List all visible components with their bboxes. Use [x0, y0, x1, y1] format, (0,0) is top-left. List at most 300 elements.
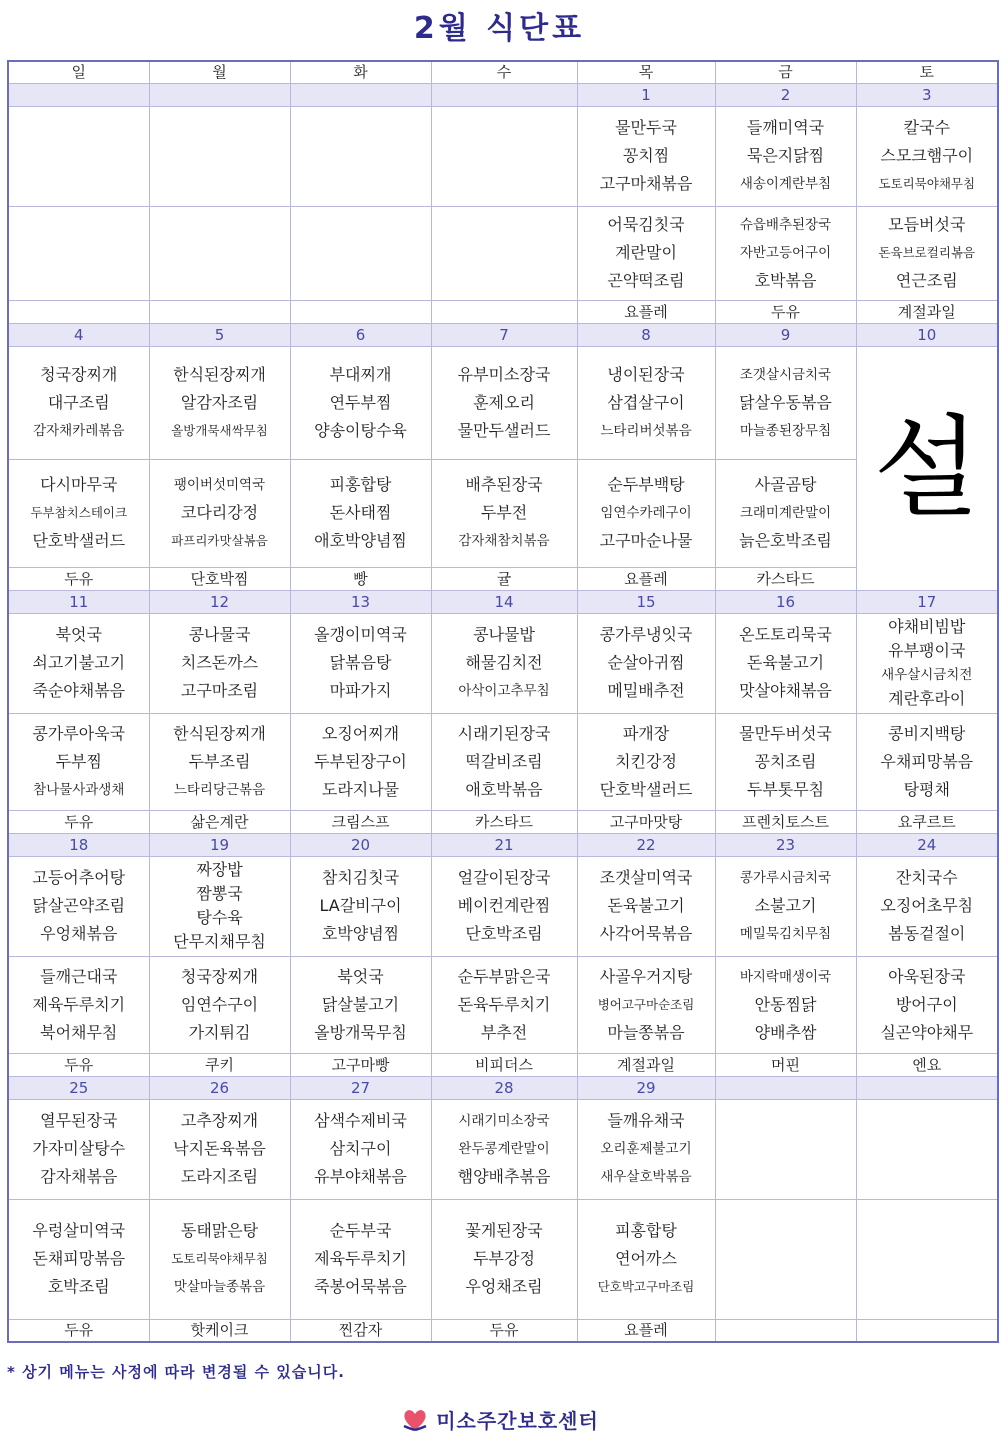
lunch-cell	[149, 106, 290, 206]
menu-item: 사각어묵볶음	[599, 924, 693, 943]
dinner-cell	[290, 713, 431, 810]
dinner-cell	[577, 713, 715, 810]
menu-item: 동태맑은탕	[180, 1221, 259, 1240]
lunch-cell	[8, 856, 149, 956]
day-name: 일	[8, 61, 149, 83]
date-cell: 3	[856, 83, 998, 106]
menu-item: 도토리묵야채무침	[878, 176, 976, 191]
menu-item: 닭볶음탕	[329, 653, 392, 672]
lunch-cell	[290, 613, 431, 713]
menu-item: 콩가루시금치국	[739, 870, 832, 886]
snack-cell: 두유	[8, 567, 149, 590]
menu-item: 병어고구마순조림	[597, 996, 695, 1012]
lunch-row	[8, 613, 998, 713]
lunch-cell	[8, 613, 149, 713]
lunch-cell	[577, 856, 715, 956]
menu-item: 참나물사과생채	[33, 781, 125, 798]
menu-item: 제육두루치기	[32, 994, 126, 1014]
dinner-cell	[715, 206, 856, 300]
snack-cell: 두유	[8, 1053, 149, 1076]
snack-cell: 쿠키	[149, 1053, 290, 1076]
menu-item: 새우살시금치전	[881, 667, 973, 683]
menu-item: 피홍합탕	[329, 475, 392, 494]
menu-item: 죽봉어묵볶음	[314, 1277, 407, 1296]
menu-item: 코다리강정	[180, 503, 259, 522]
menu-item: 임연수구이	[180, 994, 259, 1014]
menu-item: 콩나물밥	[473, 625, 535, 644]
date-row	[8, 83, 998, 106]
date-cell: 24	[856, 833, 998, 856]
menu-item: 도토리묵야채무침	[171, 1251, 268, 1266]
dinner-cell	[149, 956, 290, 1053]
lunch-cell	[856, 856, 998, 956]
menu-item: 팽이버섯미역국	[173, 477, 266, 493]
snack-cell	[431, 300, 577, 323]
lunch-cell	[149, 346, 290, 459]
menu-item: 도라지나물	[321, 779, 400, 799]
snack-cell: 비피더스	[431, 1053, 577, 1076]
menu-item: 북엇국	[55, 625, 102, 644]
menu-item: 어묵김칫국	[607, 215, 685, 234]
dinner-cell	[149, 459, 290, 567]
menu-item: 부대찌개	[329, 364, 392, 384]
menu-item: 돈사태찜	[329, 503, 392, 522]
menu-item: 맛살마늘종볶음	[173, 1279, 266, 1295]
lunch-row	[8, 1099, 998, 1199]
menu-item: 대구조림	[47, 392, 110, 412]
lunch-cell	[290, 106, 431, 206]
snack-row	[8, 300, 998, 323]
menu-item: 단호박조림	[465, 924, 543, 943]
date-cell	[149, 83, 290, 106]
menu-item: 순두부국	[329, 1221, 392, 1240]
date-cell: 14	[431, 590, 577, 613]
lunch-cell	[431, 613, 577, 713]
snack-cell	[149, 300, 290, 323]
dinner-cell	[856, 713, 998, 810]
date-cell	[715, 1076, 856, 1099]
menu-item: 꽁치찜	[622, 146, 670, 165]
lunch-cell	[431, 106, 577, 206]
day-name: 목	[577, 61, 715, 83]
lunch-cell	[149, 613, 290, 713]
menu-item: 메밀배추전	[607, 681, 685, 700]
lunch-cell	[715, 613, 856, 713]
dinner-cell	[8, 713, 149, 810]
menu-item: 모듬버섯국	[888, 215, 966, 234]
date-cell: 29	[577, 1076, 715, 1099]
menu-item: 삼치구이	[329, 1139, 392, 1158]
menu-item: 묵은지닭찜	[746, 146, 825, 165]
menu-item: 북어채무침	[40, 1022, 118, 1042]
menu-item: 양배추쌈	[754, 1022, 817, 1042]
dinner-cell	[149, 713, 290, 810]
menu-item: 사골곰탕	[754, 475, 817, 494]
menu-item: 봄동겉절이	[888, 924, 966, 943]
menu-item: 조갯살시금치국	[739, 366, 832, 383]
menu-item: 두부전	[480, 503, 528, 522]
menu-item: 탕평채	[903, 779, 950, 799]
menu-item: 우엉채볶음	[40, 924, 118, 943]
snack-cell	[290, 300, 431, 323]
menu-item: 오리훈제불고기	[600, 1141, 692, 1157]
menu-item: 단호박고구마조림	[597, 1279, 695, 1294]
menu-item: 올갱이미역국	[314, 625, 407, 644]
dinner-cell	[8, 459, 149, 567]
date-cell: 7	[431, 323, 577, 346]
snack-cell: 단호박찜	[149, 567, 290, 590]
snack-cell	[856, 1319, 998, 1342]
dinner-cell	[431, 956, 577, 1053]
menu-item: 제육두루치기	[314, 1249, 407, 1268]
lunch-cell	[431, 346, 577, 459]
menu-item: 북엇국	[337, 966, 384, 986]
menu-item: 물만두샐러드	[457, 420, 551, 440]
snack-cell	[8, 300, 149, 323]
snack-cell: 카스타드	[715, 567, 856, 590]
snack-cell: 크림스프	[290, 810, 431, 833]
snack-row	[8, 567, 998, 590]
lunch-cell	[856, 106, 998, 206]
menu-item: 새송이계란부침	[739, 176, 832, 192]
dinner-cell	[431, 1199, 577, 1319]
menu-item: 새우살호박볶음	[600, 1169, 692, 1185]
date-cell: 18	[8, 833, 149, 856]
menu-item: 치즈돈까스	[180, 653, 259, 672]
menu-item: 닭살곤약조림	[32, 896, 126, 915]
lunch-cell	[431, 1099, 577, 1199]
menu-item: 계란말이	[615, 243, 677, 262]
menu-item: 오징어찌개	[321, 723, 400, 743]
menu-item: 아삭이고추무침	[458, 683, 550, 699]
snack-cell: 고구마맛탕	[577, 810, 715, 833]
menu-item: 얼갈이된장국	[457, 868, 551, 887]
date-cell: 19	[149, 833, 290, 856]
snack-cell: 요쿠르트	[856, 810, 998, 833]
lunch-cell	[577, 106, 715, 206]
date-cell: 13	[290, 590, 431, 613]
page-title: 2월 식단표	[413, 11, 586, 46]
date-row	[8, 323, 998, 346]
dinner-cell	[715, 1199, 856, 1319]
menu-item: 파개장	[622, 723, 670, 743]
menu-item: 칼국수	[903, 118, 950, 137]
snack-cell: 삶은계란	[149, 810, 290, 833]
lunch-cell	[290, 856, 431, 956]
snack-cell: 계절과일	[577, 1053, 715, 1076]
lunch-cell	[290, 1099, 431, 1199]
lunch-cell	[715, 856, 856, 956]
snack-cell: 계절과일	[856, 300, 998, 323]
menu-item: 호박조림	[47, 1277, 110, 1296]
menu-item: 해물김치전	[465, 653, 543, 672]
menu-item: 청국장찌개	[180, 966, 259, 986]
menu-item: 짜장밥	[196, 860, 243, 879]
day-names-row	[8, 61, 998, 83]
menu-item: 단호박샐러드	[32, 531, 126, 550]
menu-item: 콩가루아욱국	[32, 723, 126, 743]
dinner-cell	[715, 956, 856, 1053]
dinner-cell	[149, 1199, 290, 1319]
menu-item: 물만두버섯국	[739, 723, 832, 743]
date-cell: 6	[290, 323, 431, 346]
logo-text: 미소주간보호센터	[436, 1408, 599, 1433]
menu-item: 고구마조림	[180, 681, 259, 700]
menu-item: 올방개묵새싹무침	[171, 422, 268, 438]
menu-item: 단호박샐러드	[599, 779, 693, 799]
dinner-row	[8, 956, 998, 1053]
day-name: 수	[431, 61, 577, 83]
snack-cell: 두유	[8, 1319, 149, 1342]
menu-item: 가자미살탕수	[32, 1139, 126, 1158]
menu-item: 두부참치스테이크	[30, 505, 128, 520]
menu-item: 꽃게된장국	[465, 1221, 543, 1240]
dinner-cell	[8, 956, 149, 1053]
lunch-cell	[715, 346, 856, 459]
menu-item: 두부된장구이	[314, 751, 407, 771]
menu-item: 오징어초무침	[880, 896, 974, 915]
menu-item: 청국장찌개	[40, 364, 118, 384]
menu-item: 참치김칫국	[321, 868, 400, 887]
day-name: 금	[715, 61, 856, 83]
menu-item: 훈제오리	[473, 392, 535, 412]
date-cell	[856, 1076, 998, 1099]
menu-item: 감자채참치볶음	[458, 533, 550, 549]
menu-item: 고등어추어탕	[32, 868, 126, 887]
dinner-row	[8, 1199, 998, 1319]
snack-cell: 고구마빵	[290, 1053, 431, 1076]
date-row	[8, 833, 998, 856]
menu-item: 파프리카맛살볶음	[171, 533, 268, 548]
holiday-cell	[856, 346, 998, 590]
menu-item: 방어구이	[895, 994, 958, 1014]
dinner-cell	[856, 956, 998, 1053]
menu-item: 크래미계란말이	[739, 505, 832, 521]
menu-item: 고추장찌개	[180, 1111, 259, 1130]
menu-item: 햄양배추볶음	[457, 1167, 551, 1186]
dinner-cell	[431, 713, 577, 810]
snack-cell	[715, 1319, 856, 1342]
center-logo	[0, 1404, 999, 1438]
dinner-cell	[577, 1199, 715, 1319]
menu-item: 돈육브로컬리볶음	[878, 245, 976, 260]
menu-item: 콩비지백탕	[888, 723, 966, 743]
dinner-cell	[431, 206, 577, 300]
menu-item: 다시마무국	[40, 475, 118, 494]
lunch-cell	[8, 346, 149, 459]
menu-item: 자반고등어구이	[739, 245, 832, 261]
date-cell: 17	[856, 590, 998, 613]
menu-item: 두부찜	[55, 751, 102, 771]
menu-item: 연근조림	[895, 271, 958, 290]
dinner-cell	[290, 1199, 431, 1319]
dinner-cell	[856, 206, 998, 300]
date-cell: 26	[149, 1076, 290, 1099]
menu-item: 곤약떡조림	[607, 271, 685, 290]
menu-item: 조갯살미역국	[599, 868, 693, 887]
lunch-row	[8, 346, 998, 459]
snack-cell: 요플레	[577, 567, 715, 590]
lunch-cell	[715, 106, 856, 206]
menu-item: 한식된장찌개	[173, 364, 266, 384]
menu-item: 완두콩계란말이	[458, 1141, 550, 1157]
snack-cell: 두유	[715, 300, 856, 323]
menu-item: 열무된장국	[40, 1111, 118, 1130]
date-row	[8, 1076, 998, 1099]
lunch-row	[8, 856, 998, 956]
menu-item: 닭살불고기	[321, 994, 400, 1014]
menu-item: 유부야채볶음	[314, 1167, 407, 1186]
menu-item: 애호박볶음	[465, 779, 543, 799]
snack-cell: 두유	[431, 1319, 577, 1342]
lunch-cell	[856, 1099, 998, 1199]
menu-item: 들깨근대국	[40, 966, 118, 986]
holiday-label: 설	[873, 404, 980, 532]
menu-item: 호박볶음	[754, 271, 817, 290]
menu-item: 꽁치조림	[754, 751, 817, 771]
dinner-cell	[577, 459, 715, 567]
menu-item: 베이컨계란찜	[457, 896, 551, 915]
menu-item: 냉이된장국	[607, 364, 685, 384]
menu-item: 마늘쫑볶음	[607, 1022, 685, 1042]
menu-item: 들깨미역국	[746, 118, 825, 137]
date-cell: 16	[715, 590, 856, 613]
dinner-row	[8, 459, 998, 567]
menu-item: 임연수카레구이	[600, 505, 692, 521]
date-cell	[431, 83, 577, 106]
menu-item: 우렁살미역국	[32, 1221, 126, 1240]
menu-item: 느타리당근볶음	[173, 781, 266, 798]
menu-item: 낙지돈육볶음	[173, 1139, 266, 1158]
snack-row	[8, 1053, 998, 1076]
menu-item: 알감자조림	[180, 392, 259, 412]
menu-item: 스모크햄구이	[880, 146, 974, 165]
menu-item: 시래기된장국	[457, 723, 551, 743]
snack-cell: 엔요	[856, 1053, 998, 1076]
menu-item: 우엉채조림	[465, 1277, 543, 1296]
menu-item: 감자채볶음	[40, 1167, 118, 1186]
menu-item: 짬뽕국	[196, 884, 243, 903]
date-cell: 11	[8, 590, 149, 613]
menu-item: 돈육두루치기	[457, 994, 551, 1014]
lunch-cell	[577, 613, 715, 713]
snack-cell: 머핀	[715, 1053, 856, 1076]
dinner-cell	[8, 1199, 149, 1319]
dinner-cell	[290, 956, 431, 1053]
snack-cell: 요플레	[577, 1319, 715, 1342]
snack-row	[8, 810, 998, 833]
day-name: 화	[290, 61, 431, 83]
menu-item: 쇠고기불고기	[32, 653, 126, 672]
date-cell: 22	[577, 833, 715, 856]
menu-item: 순두부백탕	[607, 475, 685, 494]
menu-item: 맛살야채볶음	[739, 681, 832, 700]
menu-item: 떡갈비조림	[465, 751, 543, 771]
date-cell: 28	[431, 1076, 577, 1099]
dinner-cell	[431, 459, 577, 567]
menu-item: 두부조림	[188, 751, 251, 771]
dinner-row	[8, 713, 998, 810]
date-row	[8, 590, 998, 613]
menu-item: 치킨강정	[615, 751, 677, 771]
menu-item: 도라지조림	[180, 1167, 259, 1186]
day-name: 토	[856, 61, 998, 83]
date-cell: 12	[149, 590, 290, 613]
menu-item: 돈육불고기	[607, 896, 685, 915]
menu-item: 아욱된장국	[888, 966, 966, 986]
menu-item: 두부톳무침	[746, 779, 825, 799]
lunch-cell	[577, 346, 715, 459]
snack-cell: 찐감자	[290, 1319, 431, 1342]
menu-item: 가지튀김	[188, 1022, 251, 1042]
menu-item: 순살아귀찜	[607, 653, 685, 672]
menu-item: 야채비빔밥	[888, 617, 966, 636]
menu-item: 물만두국	[615, 118, 677, 137]
menu-item: 죽순야채볶음	[32, 681, 126, 700]
snack-cell: 프렌치토스트	[715, 810, 856, 833]
menu-item: 잔치국수	[895, 868, 958, 887]
menu-item: 삼색수제비국	[314, 1111, 407, 1130]
menu-item: 메밀묵김치무침	[739, 926, 832, 942]
snack-cell: 두유	[8, 810, 149, 833]
menu-item: 슈읍배추된장국	[739, 217, 832, 233]
menu-item: 감자채카레볶음	[33, 422, 125, 439]
menu-item: 바지락매생이국	[739, 968, 832, 985]
lunch-cell	[715, 1099, 856, 1199]
date-cell: 20	[290, 833, 431, 856]
dinner-cell	[8, 206, 149, 300]
menu-item: 들깨유채국	[607, 1111, 685, 1130]
menu-item: 두부강정	[473, 1249, 535, 1268]
menu-item: 고구마순나물	[599, 531, 693, 550]
menu-item: 유부팽이국	[888, 641, 966, 660]
menu-item: 소불고기	[754, 896, 817, 915]
dinner-cell	[577, 956, 715, 1053]
dinner-cell	[149, 206, 290, 300]
date-cell: 10	[856, 323, 998, 346]
lunch-cell	[290, 346, 431, 459]
snack-cell: 요플레	[577, 300, 715, 323]
lunch-cell	[149, 856, 290, 956]
date-cell: 8	[577, 323, 715, 346]
menu-item: 배추된장국	[465, 475, 543, 494]
menu-item: 마늘종된장무침	[739, 422, 832, 439]
date-cell: 27	[290, 1076, 431, 1099]
menu-item: 닭살우동볶음	[739, 392, 832, 412]
meal-calendar	[7, 60, 999, 1343]
heart-hands-icon	[400, 1404, 430, 1434]
day-name: 월	[149, 61, 290, 83]
date-cell: 25	[8, 1076, 149, 1099]
menu-item: 콩가루냉잇국	[599, 625, 693, 644]
date-cell: 5	[149, 323, 290, 346]
menu-item: 돈육불고기	[746, 653, 825, 672]
menu-item: 늙은호박조림	[739, 531, 832, 550]
snack-cell: 카스타드	[431, 810, 577, 833]
menu-item: 올방개묵무침	[314, 1022, 407, 1042]
menu-item: 계란후라이	[888, 689, 966, 708]
menu-item: 온도토리묵국	[739, 625, 832, 644]
menu-item: 부추전	[480, 1022, 528, 1042]
date-cell: 1	[577, 83, 715, 106]
menu-item: 연두부찜	[329, 392, 392, 412]
date-cell: 4	[8, 323, 149, 346]
menu-item: 마파가지	[329, 681, 392, 700]
snack-cell: 빵	[290, 567, 431, 590]
date-cell: 23	[715, 833, 856, 856]
lunch-cell	[431, 856, 577, 956]
date-cell	[290, 83, 431, 106]
